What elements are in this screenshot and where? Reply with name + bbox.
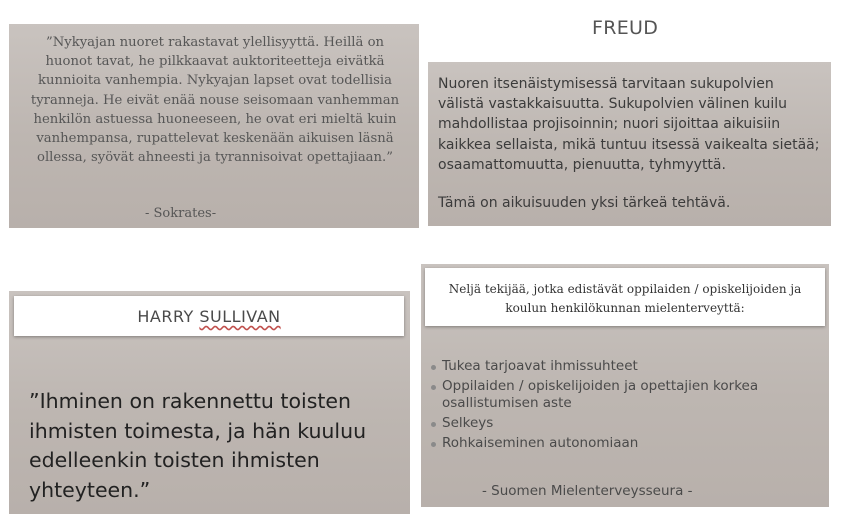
quote-line: ihmisten toimesta, ja hän kuuluu xyxy=(29,418,367,443)
quote-line: kunnioita vanhempia. Nykyajan lapset ovat todellisia xyxy=(38,73,392,89)
sullivan-slide xyxy=(9,291,410,514)
sokrates-quote-slide xyxy=(9,24,419,228)
body-line: mahdollistaa projisoinnin; nuori sijoittaa aikuisiin xyxy=(438,116,781,133)
factors-title-line: koulun henkilökunnan mielenterveyttä: xyxy=(505,301,745,315)
quote-line: henkilön astuessa huoneeseen, he ovat eri mieltä kuin xyxy=(33,111,397,127)
quote-line: tyranneja. He eivät enää nouse seisomaan vanhemman xyxy=(30,92,400,108)
quote-line: ollessa, syövät ahneesti ja tyrannisoivat opettajiaan.” xyxy=(37,150,393,166)
factor-item: Tukea tarjoavat ihmissuhteet xyxy=(431,358,816,375)
quote-line: ”Nykyajan nuoret rakastavat ylellisyyttä. Heillä on xyxy=(45,35,385,50)
mental-health-factors-slide xyxy=(421,264,829,507)
quote-line: ”Ihminen on rakennettu toisten xyxy=(29,389,352,413)
factors-list xyxy=(431,358,816,455)
freud-body-text xyxy=(438,74,828,175)
body-line: välistä vastakkaisuutta. Sukupolvien välinen kuilu xyxy=(438,96,788,113)
sokrates-quote-text xyxy=(29,33,401,167)
factors-title-box xyxy=(425,268,825,326)
factor-item: Oppilaiden / opiskelijoiden ja opettajien korkea osallistumisen aste xyxy=(431,378,816,412)
factor-item: Rohkaiseminen autonomiaan xyxy=(431,435,816,452)
quote-line: yhteyteen.” xyxy=(29,477,151,502)
freud-title: FREUD xyxy=(592,17,659,39)
sokrates-author: - Sokrates- xyxy=(145,206,217,221)
sullivan-title xyxy=(137,307,280,326)
freud-slide xyxy=(428,62,831,226)
body-line: Nuoren itsenäistymisessä tarvitaan sukupolvien xyxy=(438,76,774,92)
quote-line: vanhempansa, rupattelevat keskenään aikuisen läsnä xyxy=(36,131,394,147)
factors-title-line: Neljä tekijää, jotka edistävät oppilaiden / opiskelijoiden ja xyxy=(448,282,802,296)
freud-footer: Tämä on aikuisuuden yksi tärkeä tehtävä. xyxy=(438,195,731,211)
sullivan-title-first: HARRY xyxy=(137,307,200,326)
sullivan-quote-text xyxy=(29,387,404,505)
body-line: osaamattomuutta, pienuutta, tyhmyyttä. xyxy=(438,156,726,173)
quote-line: huonot tavat, he pilkkaavat auktoriteetteja eivätkä xyxy=(45,54,385,70)
sullivan-title-box xyxy=(14,296,404,336)
factors-source: - Suomen Mielenterveysseura - xyxy=(482,483,693,499)
factor-item: Selkeys xyxy=(431,415,816,432)
sullivan-title-surname: SULLIVAN xyxy=(199,307,281,326)
quote-line: edelleenkin toisten ihmisten xyxy=(29,448,320,472)
body-line: kaikkea sellaista, mikä tuntuu itsessä vaikealta sietää; xyxy=(438,136,820,153)
